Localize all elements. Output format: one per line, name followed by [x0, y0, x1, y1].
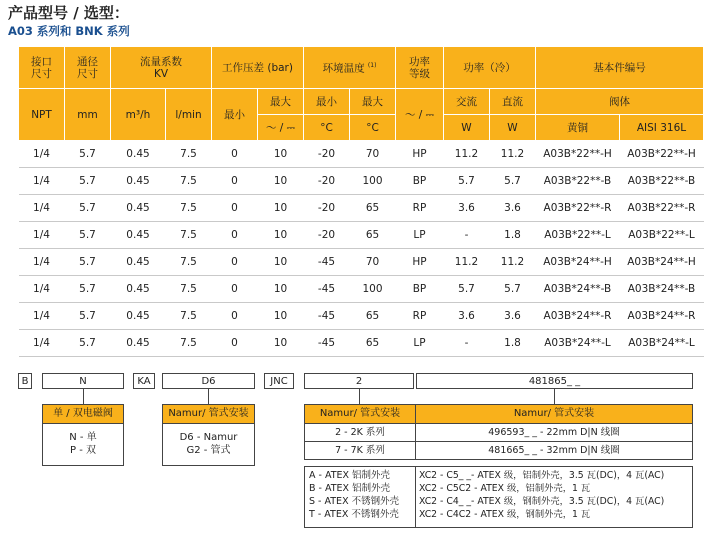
- cell-max-p: 10: [258, 330, 304, 357]
- code-jnc: JNC: [264, 373, 294, 389]
- cell-dc: 3.6: [490, 303, 536, 330]
- table-row: [19, 303, 704, 330]
- cell-min-t: -45: [304, 330, 350, 357]
- header-power: 功率（冷）: [444, 47, 536, 89]
- cell-min-t: -20: [304, 141, 350, 168]
- opt3-head-right: Namur/ 管式安装: [415, 404, 693, 424]
- opt1-item-1: P - 双: [70, 445, 96, 456]
- header-class: 功率 等级: [396, 47, 444, 89]
- page-title: 产品型号 / 选型：: [8, 4, 129, 22]
- cell-min-t: -20: [304, 195, 350, 222]
- atex-left-3: T - ATEX 不锈钢外壳: [309, 509, 399, 520]
- code-two: 2: [304, 373, 414, 389]
- atex-right-1: XC2 - C5C2 - ATEX 级，铝制外壳，1 瓦: [419, 483, 591, 494]
- table-row: [19, 222, 704, 249]
- header-brass: 黄铜: [536, 115, 620, 141]
- cell-max-p: 10: [258, 195, 304, 222]
- cell-flow-m3: 0.45: [111, 141, 166, 168]
- header-temp-label: 环境温度: [322, 62, 365, 75]
- cell-flow-m3: 0.45: [111, 249, 166, 276]
- opt3-r1-right: 496593_ _ - 22mm D|N 线圈: [415, 423, 693, 442]
- cell-class: LP: [396, 330, 444, 357]
- header-port: 接口 尺寸: [19, 47, 65, 89]
- cell-flow-m3: 0.45: [111, 276, 166, 303]
- opt3-head-left: Namur/ 管式安装: [304, 404, 416, 424]
- header-w1: W: [444, 115, 490, 141]
- cell-min-t: -20: [304, 168, 350, 195]
- atex-right-0: XC2 - C5_ _- ATEX 级，铝制外壳，3.5 瓦(DC)，4 瓦(AC): [419, 470, 665, 481]
- cell-max-t: 70: [350, 141, 396, 168]
- cell-ac: 5.7: [444, 276, 490, 303]
- header-max-p: 最大: [258, 89, 304, 115]
- cell-bore: 5.7: [65, 141, 111, 168]
- opt2-head: Namur/ 管式安装: [162, 404, 255, 424]
- opt2-body: [162, 424, 255, 466]
- cell-max-p: 10: [258, 303, 304, 330]
- cell-min-t: -45: [304, 249, 350, 276]
- code-part: 481865_ _: [416, 373, 693, 389]
- cell-bore: 5.7: [65, 195, 111, 222]
- connector-3: [359, 389, 360, 404]
- cell-brass: A03B*22**-H: [536, 141, 620, 168]
- opt3-atex-left: [304, 466, 416, 528]
- cell-brass: A03B*22**-L: [536, 222, 620, 249]
- cell-brass: A03B*22**-B: [536, 168, 620, 195]
- cell-class: HP: [396, 141, 444, 168]
- series-subtitle: A03 系列和 BNK 系列: [8, 24, 130, 38]
- cell-flow-l: 7.5: [166, 168, 212, 195]
- cell-ac: -: [444, 330, 490, 357]
- header-flow-m3: m³/h: [111, 89, 166, 141]
- cell-class: BP: [396, 168, 444, 195]
- table-row: [19, 276, 704, 303]
- cell-min-p: 0: [212, 141, 258, 168]
- header-ac: 交流: [444, 89, 490, 115]
- cell-flow-m3: 0.45: [111, 330, 166, 357]
- opt1-body: [42, 424, 124, 466]
- cell-max-p: 10: [258, 168, 304, 195]
- atex-left-2: S - ATEX 不锈钢外壳: [309, 496, 400, 507]
- cell-min-p: 0: [212, 276, 258, 303]
- header-body: 阀体: [536, 89, 704, 115]
- cell-ss: A03B*22**-L: [620, 222, 704, 249]
- code-d6: D6: [162, 373, 255, 389]
- cell-port: 1/4: [19, 168, 65, 195]
- opt2-item-0: D6 - Namur: [179, 432, 238, 443]
- header-w2: W: [490, 115, 536, 141]
- connector-2: [208, 389, 209, 404]
- cell-port: 1/4: [19, 303, 65, 330]
- cell-max-t: 65: [350, 303, 396, 330]
- cell-ss: A03B*24**-B: [620, 276, 704, 303]
- table-row: [19, 141, 704, 168]
- header-flow: 流量系数 KV: [111, 47, 212, 89]
- header-bore-unit: mm: [65, 89, 111, 141]
- cell-flow-m3: 0.45: [111, 168, 166, 195]
- cell-ss: A03B*24**-R: [620, 303, 704, 330]
- header-min-p: 最小: [212, 89, 258, 141]
- opt1-item-0: N - 单: [69, 432, 97, 443]
- connector-4: [554, 389, 555, 404]
- cell-max-t: 70: [350, 249, 396, 276]
- cell-flow-l: 7.5: [166, 249, 212, 276]
- atex-right-3: XC2 - C4C2 - ATEX 级，钢制外壳，1 瓦: [419, 509, 591, 520]
- cell-flow-m3: 0.45: [111, 303, 166, 330]
- cell-min-p: 0: [212, 195, 258, 222]
- cell-min-p: 0: [212, 222, 258, 249]
- cell-port: 1/4: [19, 222, 65, 249]
- cell-ss: A03B*22**-R: [620, 195, 704, 222]
- atex-right-2: XC2 - C4_ _- ATEX 级，钢制外壳，3.5 瓦(DC)，4 瓦(AC): [419, 496, 665, 507]
- cell-ss: A03B*22**-B: [620, 168, 704, 195]
- table-row: [19, 249, 704, 276]
- cell-bore: 5.7: [65, 330, 111, 357]
- cell-ss: A03B*22**-H: [620, 141, 704, 168]
- code-ka: KA: [133, 373, 155, 389]
- cell-brass: A03B*24**-L: [536, 330, 620, 357]
- cell-min-p: 0: [212, 249, 258, 276]
- header-base: 基本件编号: [536, 47, 704, 89]
- cell-port: 1/4: [19, 249, 65, 276]
- cell-class: RP: [396, 195, 444, 222]
- cell-min-t: -20: [304, 222, 350, 249]
- cell-min-t: -45: [304, 303, 350, 330]
- header-temp-sup: (1): [367, 62, 377, 70]
- cell-min-p: 0: [212, 330, 258, 357]
- code-b: B: [18, 373, 32, 389]
- cell-dc: 5.7: [490, 276, 536, 303]
- cell-min-p: 0: [212, 168, 258, 195]
- table-row: [19, 195, 704, 222]
- cell-flow-m3: 0.45: [111, 222, 166, 249]
- cell-max-p: 10: [258, 249, 304, 276]
- header-ss: AISI 316L: [620, 115, 704, 141]
- header-pressure: 工作压差 (bar): [212, 47, 304, 89]
- cell-ac: 3.6: [444, 303, 490, 330]
- cell-max-t: 65: [350, 222, 396, 249]
- cell-class: LP: [396, 222, 444, 249]
- cell-flow-l: 7.5: [166, 330, 212, 357]
- cell-flow-l: 7.5: [166, 303, 212, 330]
- cell-port: 1/4: [19, 195, 65, 222]
- opt3-r1-left: 2 - 2K 系列: [304, 423, 416, 442]
- cell-class: RP: [396, 303, 444, 330]
- atex-left-1: B - ATEX 铝制外壳: [309, 483, 391, 494]
- cell-brass: A03B*22**-R: [536, 195, 620, 222]
- cell-port: 1/4: [19, 276, 65, 303]
- header-acdc-p: ～ / ⎓: [258, 115, 304, 141]
- cell-bore: 5.7: [65, 249, 111, 276]
- cell-bore: 5.7: [65, 276, 111, 303]
- opt3-r2-left: 7 - 7K 系列: [304, 441, 416, 460]
- table-row: [19, 168, 704, 195]
- cell-max-t: 100: [350, 276, 396, 303]
- opt1-head: 单 / 双电磁阀: [42, 404, 124, 424]
- cell-max-p: 10: [258, 222, 304, 249]
- header-dc: 直流: [490, 89, 536, 115]
- cell-min-t: -45: [304, 276, 350, 303]
- cell-dc: 3.6: [490, 195, 536, 222]
- cell-dc: 11.2: [490, 249, 536, 276]
- header-temp: [304, 47, 396, 89]
- header-t-unit2: °C: [350, 115, 396, 141]
- cell-brass: A03B*24**-H: [536, 249, 620, 276]
- cell-flow-l: 7.5: [166, 222, 212, 249]
- cell-ac: 3.6: [444, 195, 490, 222]
- cell-flow-l: 7.5: [166, 276, 212, 303]
- header-port-unit: NPT: [19, 89, 65, 141]
- cell-bore: 5.7: [65, 303, 111, 330]
- cell-ss: A03B*24**-L: [620, 330, 704, 357]
- cell-port: 1/4: [19, 330, 65, 357]
- cell-port: 1/4: [19, 141, 65, 168]
- header-max-t: 最大: [350, 89, 396, 115]
- cell-ac: -: [444, 222, 490, 249]
- header-flow-l: l/min: [166, 89, 212, 141]
- cell-max-p: 10: [258, 141, 304, 168]
- cell-dc: 5.7: [490, 168, 536, 195]
- cell-max-t: 100: [350, 168, 396, 195]
- cell-flow-l: 7.5: [166, 195, 212, 222]
- cell-dc: 11.2: [490, 141, 536, 168]
- cell-min-p: 0: [212, 303, 258, 330]
- header-t-unit1: °C: [304, 115, 350, 141]
- code-n: N: [42, 373, 124, 389]
- cell-bore: 5.7: [65, 168, 111, 195]
- opt3-r2-right: 481665_ _ - 32mm D|N 线圈: [415, 441, 693, 460]
- cell-brass: A03B*24**-R: [536, 303, 620, 330]
- table-row: [19, 330, 704, 357]
- opt3-atex-right: [415, 466, 693, 528]
- cell-ac: 5.7: [444, 168, 490, 195]
- header-min-t: 最小: [304, 89, 350, 115]
- cell-brass: A03B*24**-B: [536, 276, 620, 303]
- cell-max-t: 65: [350, 330, 396, 357]
- cell-bore: 5.7: [65, 222, 111, 249]
- header-class-acdc: ～ / ⎓: [396, 89, 444, 141]
- cell-max-t: 65: [350, 195, 396, 222]
- cell-class: BP: [396, 276, 444, 303]
- cell-dc: 1.8: [490, 222, 536, 249]
- cell-flow-m3: 0.45: [111, 195, 166, 222]
- header-bore: 通径 尺寸: [65, 47, 111, 89]
- connector-1: [83, 389, 84, 404]
- cell-dc: 1.8: [490, 330, 536, 357]
- spec-table: [18, 46, 704, 357]
- spec-body: [19, 141, 704, 357]
- cell-class: HP: [396, 249, 444, 276]
- cell-ss: A03B*24**-H: [620, 249, 704, 276]
- cell-max-p: 10: [258, 276, 304, 303]
- opt2-item-1: G2 - 管式: [186, 445, 231, 456]
- cell-flow-l: 7.5: [166, 141, 212, 168]
- cell-ac: 11.2: [444, 141, 490, 168]
- cell-ac: 11.2: [444, 249, 490, 276]
- atex-left-0: A - ATEX 铝制外壳: [309, 470, 391, 481]
